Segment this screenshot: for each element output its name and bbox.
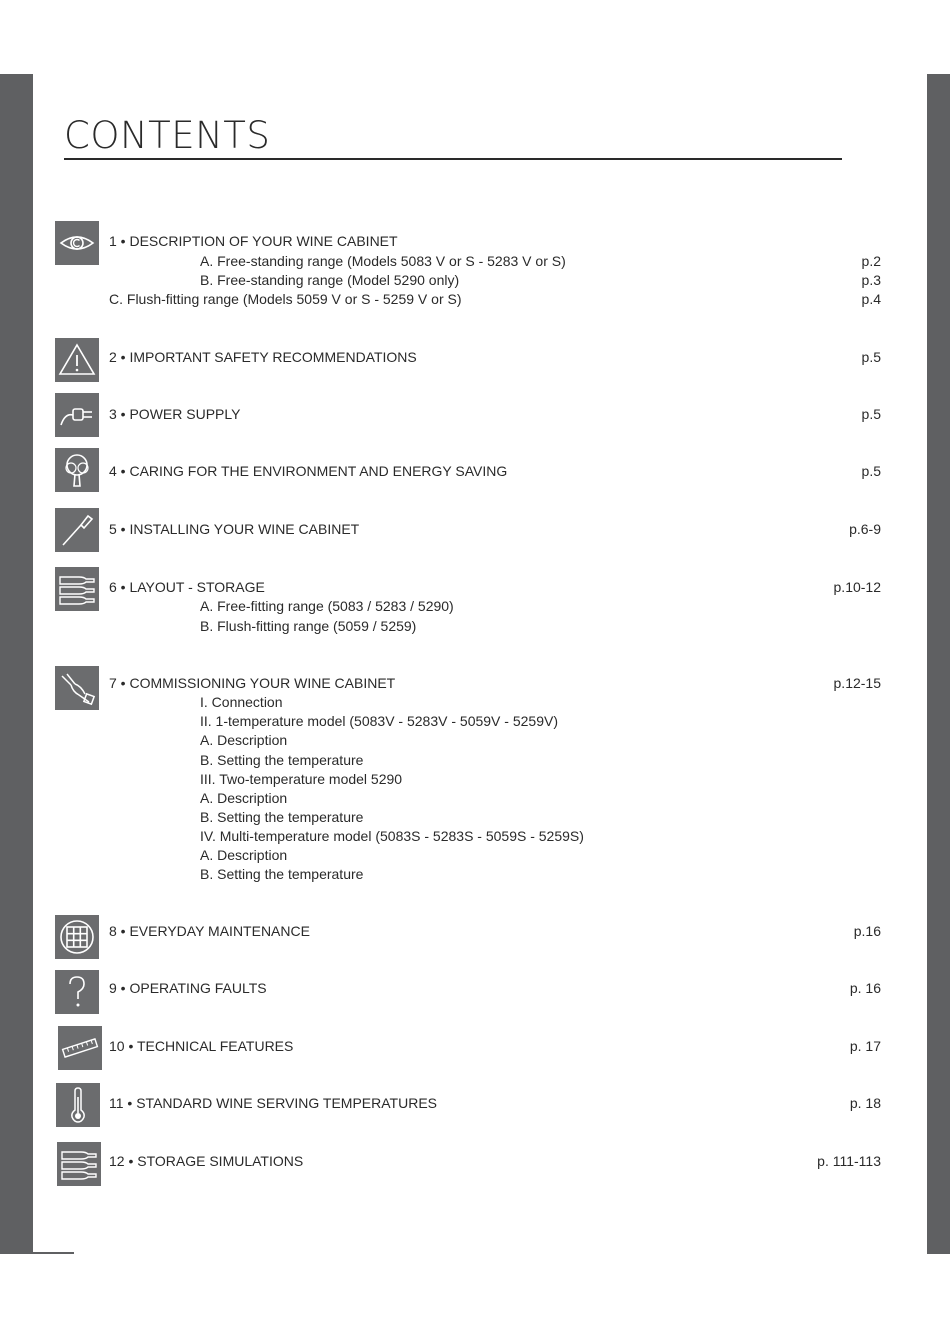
toc-section-7 (55, 666, 881, 886)
toc-section-12 (55, 1142, 881, 1186)
section-heading[interactable]: 3 • POWER SUPPLY (109, 406, 241, 422)
toc-section-6 (55, 567, 881, 637)
section-entry[interactable]: IV. Multi-temperature model (5083S - 5283S - 5059S - 5259S) (200, 828, 584, 844)
section-entry[interactable]: B. Flush-fitting range (5059 / 5259) (200, 618, 417, 634)
page-number: p.12-15 (833, 675, 881, 691)
bottom-rule (33, 1252, 74, 1254)
section-entry[interactable]: II. 1-temperature model (5083V - 5283V - 5059V - 5259V) (200, 713, 558, 729)
section-heading[interactable]: 5 • INSTALLING YOUR WINE CABINET (109, 521, 360, 537)
section-heading[interactable]: 10 • TECHNICAL FEATURES (109, 1038, 294, 1054)
page-number: p.4 (861, 291, 881, 307)
section-heading[interactable]: 8 • EVERYDAY MAINTENANCE (109, 923, 310, 939)
page-number: p.5 (861, 463, 881, 479)
section-entry[interactable]: A. Free-fitting range (5083 / 5283 / 5290) (200, 598, 454, 614)
section-heading[interactable]: 2 • IMPORTANT SAFETY RECOMMENDATIONS (109, 349, 417, 365)
section-entry[interactable]: A. Description (200, 847, 288, 863)
toc-section-4 (55, 448, 881, 492)
page-number: p.5 (861, 349, 881, 365)
left-margin-bar (0, 74, 33, 1254)
section-entry[interactable]: B. Setting the temperature (200, 866, 364, 882)
toc-section-2 (55, 338, 881, 382)
section-entry[interactable]: A. Free-standing range (Models 5083 V or S - 5283 V or S) (200, 253, 566, 269)
page-title: CONTENTS (64, 114, 271, 157)
section-entry[interactable]: B. Free-standing range (Model 5290 only) (200, 272, 460, 288)
page-number: p.6-9 (849, 521, 881, 537)
section-heading[interactable]: 12 • STORAGE SIMULATIONS (109, 1153, 304, 1169)
section-entry[interactable]: A. Description (200, 732, 288, 748)
toc-section-11 (55, 1083, 881, 1127)
page-number: p.10-12 (833, 579, 881, 595)
section-heading[interactable]: 11 • STANDARD WINE SERVING TEMPERATURES (109, 1095, 437, 1111)
section-entry[interactable]: III. Two-temperature model 5290 (200, 771, 403, 787)
toc-section-5 (55, 508, 881, 552)
section-heading[interactable]: 7 • COMMISSIONING YOUR WINE CABINET (109, 675, 396, 691)
section-entry[interactable]: C. Flush-fitting range (Models 5059 V or S - 5259 V or S) (109, 291, 462, 307)
page-number: p.3 (861, 272, 881, 288)
section-entry[interactable]: I. Connection (200, 694, 283, 710)
section-heading[interactable]: 6 • LAYOUT - STORAGE (109, 579, 265, 595)
right-margin-bar (927, 74, 950, 1254)
page-number: p.5 (861, 406, 881, 422)
page-number: p. 16 (849, 980, 881, 996)
page-number: p. 17 (849, 1038, 881, 1054)
section-heading[interactable]: 1 • DESCRIPTION OF YOUR WINE CABINET (109, 233, 398, 249)
title-underline (64, 158, 842, 160)
toc-section-10 (55, 1026, 881, 1070)
page-number: p. 18 (849, 1095, 881, 1111)
page-number: p.16 (853, 923, 881, 939)
section-entry[interactable]: B. Setting the temperature (200, 752, 364, 768)
section-heading[interactable]: 9 • OPERATING FAULTS (109, 980, 267, 996)
section-entry[interactable]: B. Setting the temperature (200, 809, 364, 825)
page-number: p. 111-113 (817, 1153, 881, 1169)
section-entry[interactable]: A. Description (200, 790, 288, 806)
page-number: p.2 (861, 253, 881, 269)
section-heading[interactable]: 4 • CARING FOR THE ENVIRONMENT AND ENERGY SAVING (109, 463, 508, 479)
toc-section-1 (55, 221, 881, 311)
toc-section-8 (55, 915, 881, 959)
toc-section-3 (55, 393, 881, 437)
toc-section-9 (55, 970, 881, 1014)
